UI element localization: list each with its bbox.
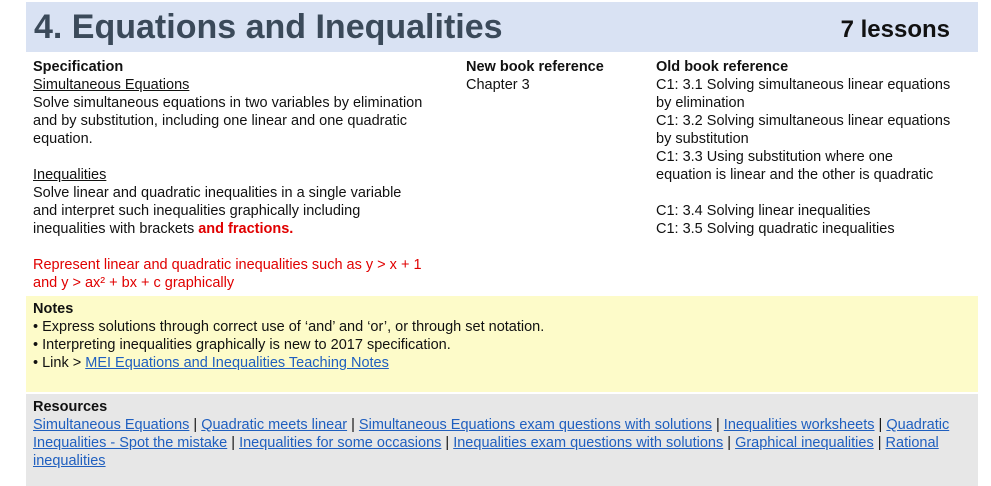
resource-link-spot-the-mistake[interactable]: Quadratic Inequalities - Spot the mistake [33, 417, 950, 451]
specification-heading: Specification [33, 59, 124, 75]
link-separator: | [441, 435, 454, 451]
new-book-column [466, 58, 646, 94]
spec-new-content-line: Represent linear and quadratic inequalities such as y > x + 1 [33, 257, 422, 273]
resource-link-rational-inequalities[interactable]: Rational inequalities [33, 435, 939, 469]
notes-item: • Express solutions through correct use of ‘and’ and ‘or’, or through set notation. [33, 319, 545, 335]
resource-link-graphical-inequalities[interactable]: Graphical inequalities [735, 435, 874, 451]
spec-line-plain: inequalities with brackets [33, 221, 199, 237]
resources-heading: Resources [33, 399, 108, 415]
spec-line: equation. [33, 131, 93, 147]
title-banner [26, 2, 978, 52]
inequalities-subheading: Inequalities [33, 167, 107, 183]
new-book-heading: New book reference [466, 59, 604, 75]
link-separator: | [873, 435, 886, 451]
link-separator: | [874, 417, 887, 433]
simultaneous-equations-subheading: Simultaneous Equations [33, 77, 190, 93]
resource-link-inequalities-exam-questions[interactable]: Inequalities exam questions with solutions [453, 435, 724, 451]
old-book-line: C1: 3.2 Solving simultaneous linear equations [656, 113, 951, 129]
resource-link-inequalities-occasions[interactable]: Inequalities for some occasions [239, 435, 442, 451]
notes-panel [26, 296, 978, 392]
resource-link-inequalities-worksheets[interactable]: Inequalities worksheets [723, 417, 875, 433]
spacer [656, 184, 981, 202]
old-book-heading: Old book reference [656, 59, 789, 75]
spacer [33, 238, 458, 256]
link-separator: | [227, 435, 240, 451]
resource-link-simultaneous-equations[interactable]: Simultaneous Equations [33, 417, 190, 433]
spec-line: Solve linear and quadratic inequalities in a single variable [33, 185, 402, 201]
spec-line: Solve simultaneous equations in two variables by elimination [33, 95, 423, 111]
old-book-line: C1: 3.5 Solving quadratic inequalities [656, 221, 895, 237]
lesson-count: 7 lessons [840, 16, 950, 43]
link-separator: | [723, 435, 736, 451]
page-title: 4. Equations and Inequalities [34, 8, 503, 46]
new-book-chapter: Chapter 3 [466, 77, 530, 93]
old-book-line: by elimination [656, 95, 745, 111]
spec-new-content-line: and y > ax² + bx + c graphically [33, 275, 235, 291]
spec-line-highlight: and fractions. [198, 221, 294, 237]
resources-link-list [33, 416, 963, 470]
link-separator: | [347, 417, 359, 433]
spacer [33, 148, 458, 166]
mei-teaching-notes-link[interactable]: MEI Equations and Inequalities Teaching Notes [85, 355, 389, 371]
old-book-line: equation is linear and the other is quadratic [656, 167, 934, 183]
old-book-line: C1: 3.4 Solving linear inequalities [656, 203, 871, 219]
link-separator: | [711, 417, 724, 433]
spec-line: and interpret such inequalities graphically including [33, 203, 361, 219]
specification-column [33, 58, 458, 292]
notes-link-item [33, 354, 544, 372]
notes-heading: Notes [33, 301, 74, 317]
notes-link-prefix: • Link > [33, 355, 86, 371]
notes-item: • Interpreting inequalities graphically is new to 2017 specification. [33, 337, 451, 353]
old-book-column [656, 58, 981, 238]
old-book-line: C1: 3.1 Solving simultaneous linear equations [656, 77, 951, 93]
old-book-line: by substitution [656, 131, 749, 147]
resource-link-quadratic-meets-linear[interactable]: Quadratic meets linear [201, 417, 348, 433]
link-separator: | [189, 417, 202, 433]
old-book-line: C1: 3.3 Using substitution where one [656, 149, 893, 165]
resources-panel [26, 394, 978, 486]
spec-line: and by substitution, including one linear and one quadratic [33, 113, 408, 129]
spec-line-mixed [33, 220, 458, 238]
resource-link-simultaneous-exam-questions[interactable]: Simultaneous Equations exam questions with solutions [358, 417, 712, 433]
